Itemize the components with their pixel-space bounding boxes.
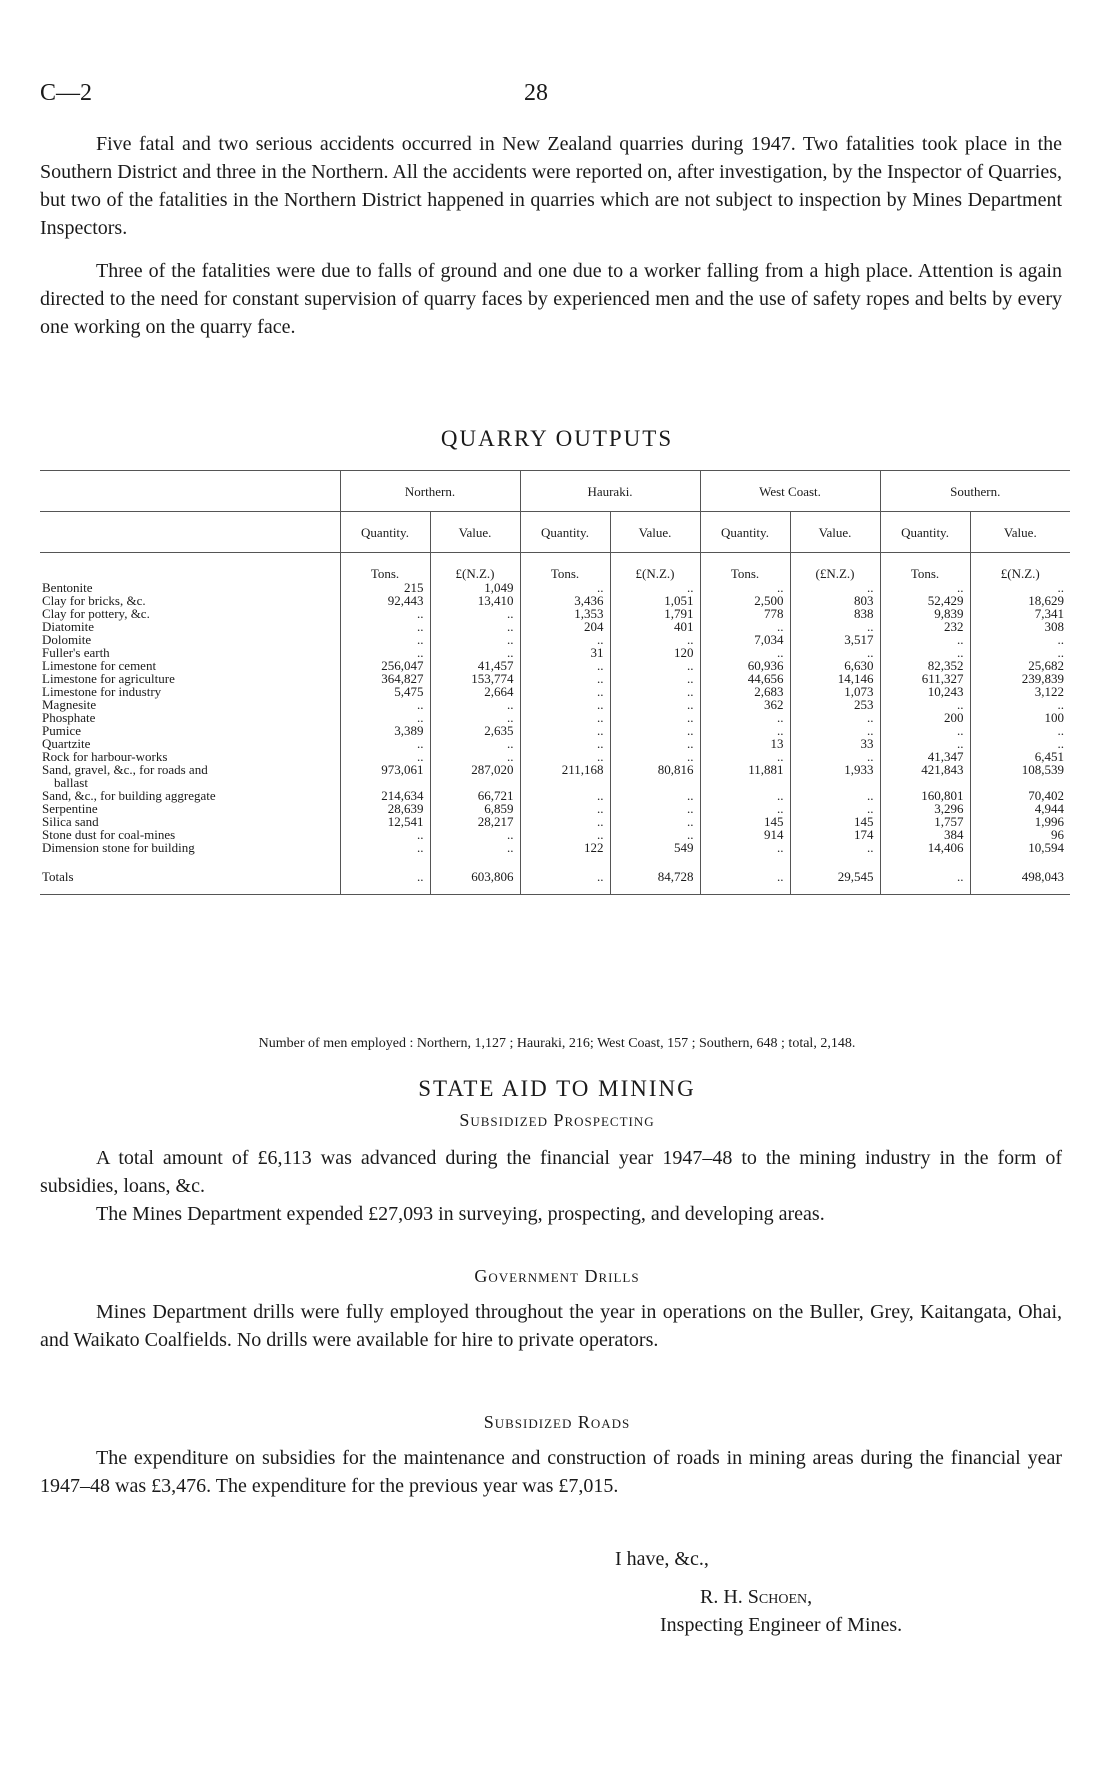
table-row: [40, 763, 1070, 776]
row-label-continuation: ballast: [54, 775, 88, 790]
row-label: Sand, &c., for building aggregate: [42, 788, 216, 803]
col-quantity: Quantity.: [340, 512, 430, 553]
col-value: Value.: [970, 512, 1070, 553]
cell-value: 973,061: [340, 763, 430, 776]
cell-value: ..: [430, 607, 520, 620]
cell-value: 1,353: [520, 607, 610, 620]
cell-value: 778: [700, 607, 790, 620]
cell-value: 6,630: [790, 659, 880, 672]
cell-value: ..: [880, 854, 970, 884]
cell-value: ..: [520, 698, 610, 711]
cell-value: 232: [880, 620, 970, 633]
cell-value: 838: [790, 607, 880, 620]
cell-value: 215: [340, 581, 430, 594]
cell-value: 174: [790, 828, 880, 841]
cell-value: ..: [520, 711, 610, 724]
cell-value: ..: [520, 750, 610, 763]
row-label: Silica sand: [42, 814, 99, 829]
cell-value: 401: [610, 620, 700, 633]
cell-value: 82,352: [880, 659, 970, 672]
table-row: [40, 789, 1070, 802]
cell-value: ..: [970, 698, 1070, 711]
page-reference: C—2: [40, 80, 93, 106]
cell-value: 421,843: [880, 763, 970, 776]
cell-value: ..: [340, 633, 430, 646]
roads-paragraph: The expenditure on subsidies for the maintenance and construction of roads in mining areas during the financial year 1947–48 was £3,476. The expenditure for the previous year was £7,015.: [40, 1447, 1062, 1497]
cell-value: 2,500: [700, 594, 790, 607]
cell-value: ..: [610, 633, 700, 646]
row-label: Sand, gravel, &c., for roads and: [42, 762, 208, 777]
cell-value: 1,757: [880, 815, 970, 828]
cell-value: 2,664: [430, 685, 520, 698]
cell-value: 145: [700, 815, 790, 828]
table-row: [40, 594, 1070, 607]
cell-value: 3,436: [520, 594, 610, 607]
cell-value: ..: [880, 633, 970, 646]
cell-value: 160,801: [880, 789, 970, 802]
cell-value: ..: [970, 737, 1070, 750]
intro-paragraph-1: Five fatal and two serious accidents occurred in New Zealand quarries during 1947. Two fatalities took place in the Southern District and three in the Northern. All the accidents were reported on, after investigation, by the Inspector of Quarries, but two of the fatalities in the Northern District happened in quarries which are not subject to inspection by Mines Department Inspectors.: [40, 133, 1062, 239]
row-label: Phosphate: [42, 710, 96, 725]
cell-value: 3,517: [790, 633, 880, 646]
cell-value: 44,656: [700, 672, 790, 685]
cell-value: ..: [790, 750, 880, 763]
cell-value: 7,034: [700, 633, 790, 646]
cell-value: 33: [790, 737, 880, 750]
intro-paragraph-2: Three of the fatalities were due to falls of ground and one due to a worker falling from a high place. Attention is again directed to the need for constant supervision of quarry faces by experienced men and the use of safety ropes and belts by every one working on the quarry face.: [40, 260, 1062, 338]
cell-value: 100: [970, 711, 1070, 724]
cell-value: 3,389: [340, 724, 430, 737]
cell-value: ..: [430, 841, 520, 854]
table-row: [40, 581, 1070, 594]
unit-label: Tons.: [340, 553, 430, 582]
row-label: Limestone for agriculture: [42, 671, 175, 686]
cell-value: ..: [520, 685, 610, 698]
cell-value: 120: [610, 646, 700, 659]
cell-value: ..: [700, 724, 790, 737]
cell-value: ..: [880, 724, 970, 737]
cell-value: ..: [610, 815, 700, 828]
cell-value: 28,639: [340, 802, 430, 815]
cell-value: 14,146: [790, 672, 880, 685]
cell-value: ..: [430, 698, 520, 711]
col-quantity: Quantity.: [880, 512, 970, 553]
cell-value: 11,881: [700, 763, 790, 776]
drills-paragraph: Mines Department drills were fully employed throughout the year in operations on the Buller, Grey, Kaitangata, Ohai, and Waikato Coalfields. No drills were available for hire to private operators.: [40, 1301, 1062, 1351]
table-row: [40, 672, 1070, 685]
cell-value: ..: [340, 698, 430, 711]
signature-closing: I have, &c.,: [615, 1548, 709, 1570]
cell-value: 1,933: [790, 763, 880, 776]
cell-value: ..: [970, 633, 1070, 646]
unit-label: £(N.Z.): [430, 553, 520, 582]
cell-value: ..: [430, 646, 520, 659]
cell-value: ..: [340, 607, 430, 620]
cell-value: ..: [880, 581, 970, 594]
cell-value: ..: [700, 646, 790, 659]
cell-value: 384: [880, 828, 970, 841]
cell-value: ..: [430, 750, 520, 763]
cell-value: 70,402: [970, 789, 1070, 802]
cell-value: 253: [790, 698, 880, 711]
unit-label: Tons.: [880, 553, 970, 582]
row-label: Fuller's earth: [42, 645, 110, 660]
cell-value: 611,327: [880, 672, 970, 685]
cell-value: 256,047: [340, 659, 430, 672]
cell-value: 10,243: [880, 685, 970, 698]
cell-value: ..: [790, 789, 880, 802]
signature-name: R. H. Schoen,: [700, 1586, 813, 1608]
cell-value: 96: [970, 828, 1070, 841]
unit-label: Tons.: [520, 553, 610, 582]
cell-value: ..: [610, 750, 700, 763]
cell-value: 14,406: [880, 841, 970, 854]
table-row: [40, 698, 1070, 711]
cell-value: 153,774: [430, 672, 520, 685]
district-southern: Southern.: [880, 471, 1070, 512]
totals-row: [40, 854, 1070, 884]
cell-value: 4,944: [970, 802, 1070, 815]
unit-label: £(N.Z.): [970, 553, 1070, 582]
cell-value: 31: [520, 646, 610, 659]
cell-value: ..: [430, 633, 520, 646]
cell-value: ..: [790, 802, 880, 815]
prospecting-paragraph-1: A total amount of £6,113 was advanced during the financial year 1947–48 to the mining industry in the form of subsidies, loans, &c.: [40, 1147, 1062, 1197]
cell-value: ..: [970, 581, 1070, 594]
cell-value: 803: [790, 594, 880, 607]
cell-value: 12,541: [340, 815, 430, 828]
cell-value: 108,539: [970, 763, 1070, 776]
district-hauraki: Hauraki.: [520, 471, 700, 512]
cell-value: ..: [790, 841, 880, 854]
government-drills-heading: Government Drills: [474, 1266, 640, 1286]
cell-value: ..: [610, 828, 700, 841]
table-row: [40, 711, 1070, 724]
district-northern: Northern.: [340, 471, 520, 512]
cell-value: ..: [520, 737, 610, 750]
cell-value: 60,936: [700, 659, 790, 672]
table-row: [40, 659, 1070, 672]
row-label: Diatomite: [42, 619, 94, 634]
cell-value: 1,791: [610, 607, 700, 620]
quarry-outputs-table: [40, 470, 1070, 895]
cell-value: 6,859: [430, 802, 520, 815]
cell-value: 92,443: [340, 594, 430, 607]
table-bottom-rule: [40, 884, 1070, 895]
row-label: Clay for pottery, &c.: [42, 606, 150, 621]
cell-value: 29,545: [790, 854, 880, 884]
row-label: Magnesite: [42, 697, 97, 712]
cell-value: 287,020: [430, 763, 520, 776]
cell-value: ..: [790, 646, 880, 659]
cell-value: ..: [880, 737, 970, 750]
cell-value: ..: [340, 646, 430, 659]
cell-value: ..: [610, 802, 700, 815]
cell-value: ..: [340, 737, 430, 750]
cell-value: ..: [340, 750, 430, 763]
cell-value: 308: [970, 620, 1070, 633]
cell-value: ..: [520, 659, 610, 672]
col-value: Value.: [610, 512, 700, 553]
cell-value: 914: [700, 828, 790, 841]
cell-value: 214,634: [340, 789, 430, 802]
cell-value: ..: [430, 620, 520, 633]
cell-value: 2,683: [700, 685, 790, 698]
cell-value: ..: [340, 854, 430, 884]
cell-value: ..: [790, 581, 880, 594]
cell-value: ..: [610, 659, 700, 672]
district-west-coast: West Coast.: [700, 471, 880, 512]
cell-value: ..: [340, 841, 430, 854]
row-label: Clay for bricks, &c.: [42, 593, 146, 608]
row-label: Serpentine: [42, 801, 98, 816]
cell-value: ..: [340, 620, 430, 633]
cell-value: ..: [430, 828, 520, 841]
col-quantity: Quantity.: [520, 512, 610, 553]
cell-value: ..: [700, 711, 790, 724]
cell-value: ..: [790, 724, 880, 737]
row-label: Rock for harbour-works: [42, 749, 168, 764]
prospecting-paragraph-2: The Mines Department expended £27,093 in surveying, prospecting, and developing areas.: [96, 1203, 825, 1225]
row-label: Totals: [42, 868, 74, 884]
cell-value: ..: [700, 581, 790, 594]
cell-value: ..: [520, 724, 610, 737]
row-label: Stone dust for coal-mines: [42, 827, 176, 842]
row-label: Limestone for cement: [42, 658, 157, 673]
cell-value: ..: [610, 789, 700, 802]
cell-value: ..: [430, 711, 520, 724]
row-label: Bentonite: [42, 580, 93, 595]
cell-value: ..: [700, 841, 790, 854]
subsidized-prospecting-heading: Subsidized Prospecting: [459, 1110, 655, 1130]
cell-value: 239,839: [970, 672, 1070, 685]
table-row: [40, 802, 1070, 815]
table-row: [40, 815, 1070, 828]
cell-value: 603,806: [430, 854, 520, 884]
subsidized-roads-heading: Subsidized Roads: [483, 1412, 631, 1432]
cell-value: 549: [610, 841, 700, 854]
cell-value: 41,347: [880, 750, 970, 763]
row-label: Pumice: [42, 723, 81, 738]
cell-value: 5,475: [340, 685, 430, 698]
cell-value: 13,410: [430, 594, 520, 607]
cell-value: ..: [340, 828, 430, 841]
table-row: [40, 620, 1070, 633]
cell-value: 7,341: [970, 607, 1070, 620]
table-row: [40, 724, 1070, 737]
cell-value: ..: [520, 581, 610, 594]
cell-value: ..: [340, 711, 430, 724]
row-label: Dolomite: [42, 632, 92, 647]
cell-value: 364,827: [340, 672, 430, 685]
cell-value: 1,996: [970, 815, 1070, 828]
cell-value: 13: [700, 737, 790, 750]
cell-value: ..: [880, 698, 970, 711]
cell-value: 80,816: [610, 763, 700, 776]
cell-value: 52,429: [880, 594, 970, 607]
table-row: [40, 633, 1070, 646]
page-number: 28: [524, 80, 548, 106]
table-row: [40, 737, 1070, 750]
table-row: [40, 841, 1070, 854]
cell-value: 84,728: [610, 854, 700, 884]
cell-value: 362: [700, 698, 790, 711]
cell-value: 41,457: [430, 659, 520, 672]
cell-value: 204: [520, 620, 610, 633]
cell-value: 145: [790, 815, 880, 828]
cell-value: ..: [610, 698, 700, 711]
cell-value: 18,629: [970, 594, 1070, 607]
cell-value: ..: [610, 581, 700, 594]
signature-title: Inspecting Engineer of Mines.: [660, 1614, 903, 1636]
cell-value: ..: [520, 789, 610, 802]
cell-value: 1,049: [430, 581, 520, 594]
cell-value: 2,635: [430, 724, 520, 737]
cell-value: ..: [610, 672, 700, 685]
cell-value: ..: [610, 737, 700, 750]
col-value: Value.: [790, 512, 880, 553]
cell-value: ..: [610, 685, 700, 698]
row-label: Dimension stone for building: [42, 840, 195, 855]
cell-value: ..: [970, 646, 1070, 659]
cell-value: ..: [610, 711, 700, 724]
unit-label: (£N.Z.): [790, 553, 880, 582]
row-label: Limestone for industry: [42, 684, 162, 699]
cell-value: ..: [520, 828, 610, 841]
cell-value: ..: [520, 802, 610, 815]
employment-note: Number of men employed : Northern, 1,127 ; Hauraki, 216; West Coast, 157 ; Southern, 648 ; total, 2,148.: [258, 1036, 856, 1051]
table-row: [40, 607, 1070, 620]
cell-value: ..: [610, 724, 700, 737]
row-label: Quartzite: [42, 736, 91, 751]
col-quantity: Quantity.: [700, 512, 790, 553]
cell-value: 6,451: [970, 750, 1070, 763]
cell-value: 9,839: [880, 607, 970, 620]
cell-value: 498,043: [970, 854, 1070, 884]
cell-value: 10,594: [970, 841, 1070, 854]
table-corner: [40, 471, 340, 512]
cell-value: 66,721: [430, 789, 520, 802]
cell-value: 3,296: [880, 802, 970, 815]
cell-value: ..: [520, 854, 610, 884]
cell-value: 3,122: [970, 685, 1070, 698]
table-row: [40, 685, 1070, 698]
quarry-outputs-title: QUARRY OUTPUTS: [440, 426, 674, 451]
cell-value: 1,051: [610, 594, 700, 607]
cell-value: ..: [880, 646, 970, 659]
cell-value: ..: [700, 854, 790, 884]
cell-value: ..: [790, 620, 880, 633]
cell-value: ..: [430, 737, 520, 750]
cell-value: 28,217: [430, 815, 520, 828]
cell-value: ..: [970, 724, 1070, 737]
cell-value: ..: [700, 802, 790, 815]
table-row: [40, 646, 1070, 659]
cell-value: 211,168: [520, 763, 610, 776]
cell-value: 200: [880, 711, 970, 724]
cell-value: ..: [520, 633, 610, 646]
cell-value: 1,073: [790, 685, 880, 698]
col-value: Value.: [430, 512, 520, 553]
cell-value: ..: [520, 815, 610, 828]
cell-value: ..: [700, 750, 790, 763]
cell-value: ..: [700, 620, 790, 633]
unit-label: Tons.: [700, 553, 790, 582]
cell-value: 122: [520, 841, 610, 854]
state-aid-title: STATE AID TO MINING: [418, 1076, 696, 1101]
cell-value: ..: [520, 672, 610, 685]
cell-value: 25,682: [970, 659, 1070, 672]
cell-value: ..: [700, 789, 790, 802]
cell-value: ..: [790, 711, 880, 724]
unit-label: £(N.Z.): [610, 553, 700, 582]
